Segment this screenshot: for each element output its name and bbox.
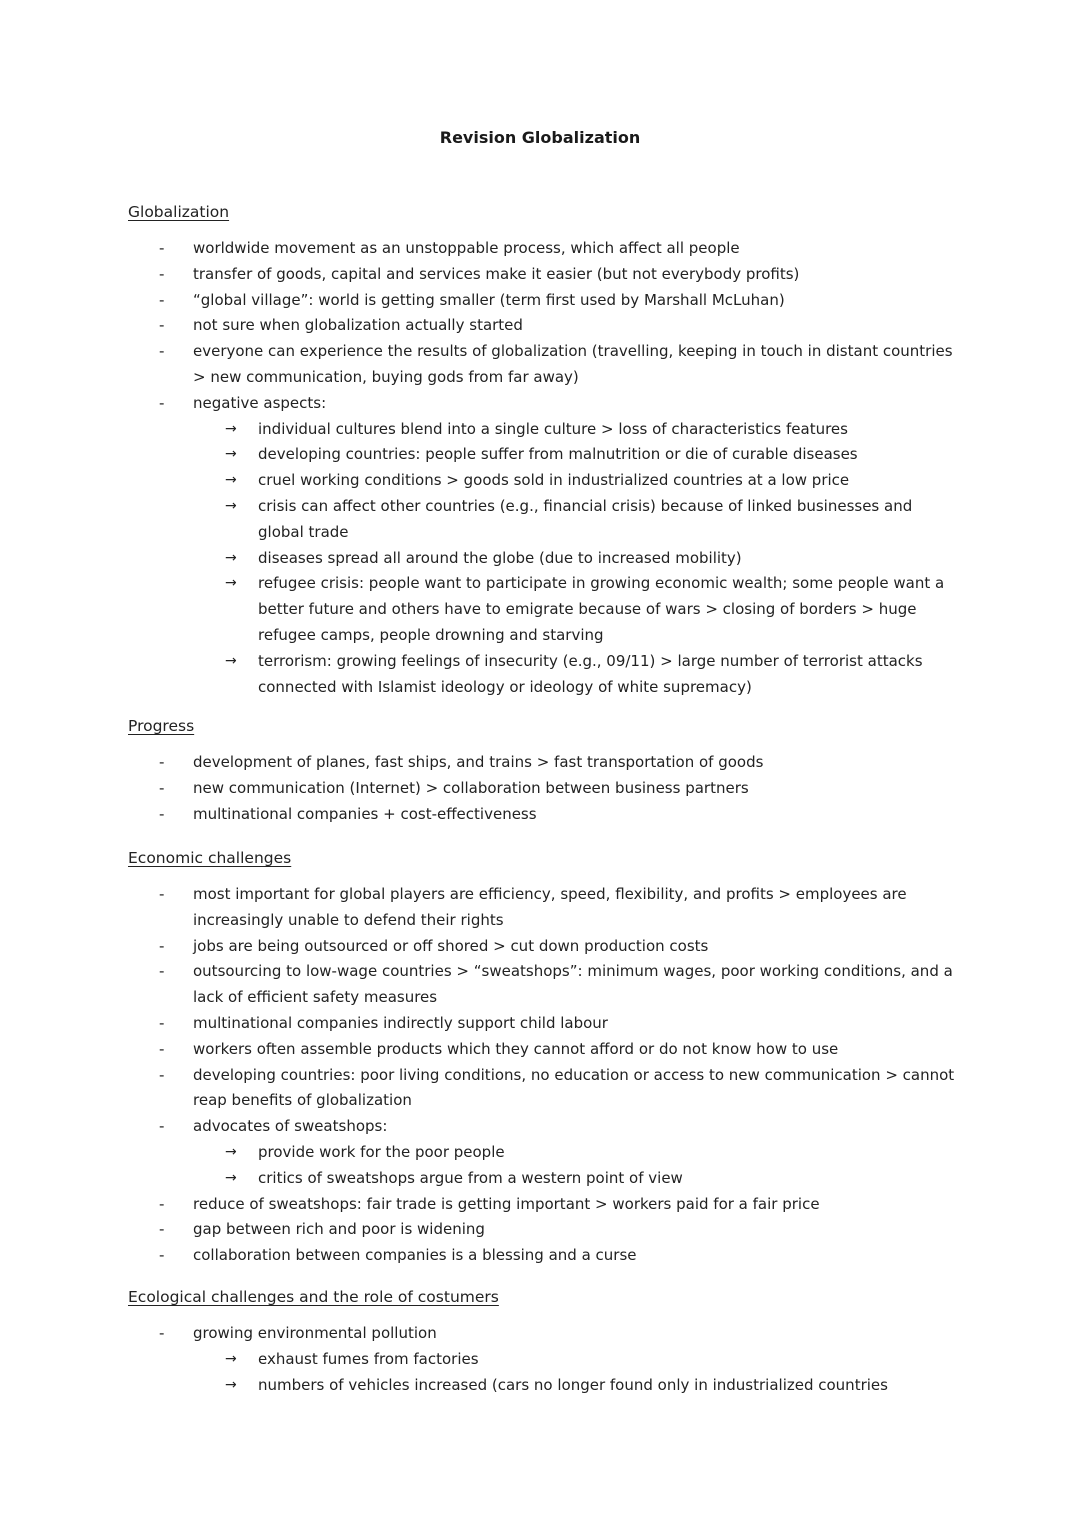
list-item [128,262,958,288]
document-title: Revision Globalization [439,128,641,147]
list-item-text: advocates of sweatshops: [193,1117,388,1136]
dash-bullet-icon: - [159,264,165,283]
list-item [128,313,958,339]
sub-list-item [193,1373,958,1399]
sub-list-item-text: cruel working conditions > goods sold in industrialized countries at a low price [258,471,850,490]
sub-list-item [193,1140,958,1166]
dash-bullet-icon: - [159,1246,165,1265]
section-economic-challenges [128,846,958,1269]
dash-bullet-icon: - [159,1039,165,1058]
sub-list-item [193,571,958,648]
list-item-text: everyone can experience the results of globalization (travelling, keeping in touch in distant countries > new communication, buying gods from far away) [193,342,953,386]
list-item-text: gap between rich and poor is widening [193,1220,485,1239]
dash-bullet-icon: - [159,1013,165,1032]
sub-list-item [193,494,958,546]
list-item [128,339,958,391]
sub-list-item [193,442,958,468]
dash-bullet-icon: - [159,1194,165,1213]
list-item-text: workers often assemble products which they cannot afford or do not know how to use [193,1039,839,1058]
dash-bullet-icon: - [159,778,165,797]
dash-bullet-icon: - [159,1220,165,1239]
list-item-text: reduce of sweatshops: fair trade is getting important > workers paid for a fair price [193,1194,820,1213]
list-item [128,1321,958,1398]
section-progress [128,714,958,827]
list-item [128,1063,958,1115]
list-item [128,802,958,828]
list-item [128,882,958,934]
section-heading: Globalization [128,203,230,221]
list-item-text: developing countries: poor living conditions, no education or access to new communication > cannot reap benefits of globalization [193,1065,955,1110]
list-item [128,236,958,262]
list-item [128,959,958,1011]
sub-list-item-text: terrorism: growing feelings of insecurity (e.g., 09/11) > large number of terrorist attacks connected with Islamist ideology or ideology of white supremacy) [258,651,923,696]
sub-list-item-text: crisis can affect other countries (e.g., financial crisis) because of linked businesses and global trade [258,496,913,541]
list-item [128,1114,958,1191]
sub-list-item-text: exhaust fumes from factories [258,1349,479,1368]
list-item [128,1243,958,1269]
section-heading: Progress [128,717,195,735]
list-item-text: jobs are being outsourced or off shored > cut down production costs [193,936,709,955]
sub-list-item-text: refugee crisis: people want to participate in growing economic wealth; some people want a better future and others have to emigrate because of wars > closing of borders > huge refugee camps, people drowning and starving [258,574,945,644]
dash-bullet-icon: - [159,342,165,361]
sub-list-item-text: individual cultures blend into a single culture > loss of characteristics features [258,419,848,438]
arrow-right-icon: → [225,446,237,463]
arrow-right-icon: → [225,575,237,592]
dash-bullet-icon: - [159,885,165,903]
arrow-right-icon: → [225,549,237,566]
list-item [128,934,958,960]
list-item-text: transfer of goods, capital and services make it easier (but not everybody profits) [193,264,800,283]
list-item-text: outsourcing to low-wage countries > “sweatshops”: minimum wages, poor working conditions, and a lack of efficient safety measures [193,962,953,1007]
sub-list-item-text: critics of sweatshops argue from a western point of view [258,1168,683,1187]
list-item-text: worldwide movement as an unstoppable process, which affect all people [193,239,740,257]
arrow-right-icon: → [225,472,237,489]
arrow-right-icon: → [225,1376,237,1393]
list-item-text: growing environmental pollution [193,1324,437,1342]
arrow-right-icon: → [225,1169,237,1186]
dash-bullet-icon: - [159,239,165,257]
sub-list [193,417,958,701]
sub-list [193,1347,958,1399]
sub-list-item [193,1166,958,1192]
list-item-text: not sure when globalization actually started [193,316,523,335]
sub-list-item-text: numbers of vehicles increased (cars no longer found only in industrialized countries [258,1375,888,1394]
section-heading: Economic challenges [128,849,292,867]
dash-bullet-icon: - [159,936,165,955]
list-item [128,288,958,314]
arrow-right-icon: → [225,1350,237,1367]
list-item-text: development of planes, fast ships, and trains > fast transportation of goods [193,753,764,771]
dash-bullet-icon: - [159,804,165,823]
list-item [128,1011,958,1037]
dash-bullet-icon: - [159,1324,165,1342]
list-item [128,1217,958,1243]
list-item-text: most important for global players are efficiency, speed, flexibility, and profits > employees are increasingly unable to defend their rights [193,885,907,929]
arrow-right-icon: → [225,652,237,669]
list-item-text: multinational companies indirectly support child labour [193,1013,608,1032]
arrow-right-icon: → [225,420,237,437]
dash-bullet-icon: - [159,1065,165,1084]
list-item-text: collaboration between companies is a blessing and a curse [193,1246,637,1265]
sub-list-item [193,649,958,701]
section-ecological-challenges [128,1285,958,1398]
dash-bullet-icon: - [159,316,165,335]
sub-list-item-text: developing countries: people suffer from malnutrition or die of curable diseases [258,445,858,464]
list-item [128,1192,958,1218]
section-globalization [128,200,958,700]
sub-list-item [193,546,958,572]
section-heading: Ecological challenges and the role of costumers [128,1288,499,1306]
sub-list [193,1140,958,1192]
list-item-text: “global village”: world is getting smaller (term first used by Marshall McLuhan) [193,290,785,309]
sub-list-item [193,417,958,443]
sub-list-item-text: provide work for the poor people [258,1142,505,1161]
list-item [128,776,958,802]
sub-list-item [193,1347,958,1373]
dash-bullet-icon: - [159,1117,165,1136]
bullet-list [128,236,958,700]
bullet-list [128,882,958,1269]
list-item [128,391,958,701]
list-item-text: negative aspects: [193,393,327,412]
dash-bullet-icon: - [159,962,165,981]
list-item-text: multinational companies + cost-effectiveness [193,804,537,823]
arrow-right-icon: → [225,1143,237,1160]
list-item [128,1037,958,1063]
sub-list-item-text: diseases spread all around the globe (due to increased mobility) [258,548,742,567]
dash-bullet-icon: - [159,393,165,412]
dash-bullet-icon: - [159,290,165,309]
sub-list-item [193,468,958,494]
dash-bullet-icon: - [159,753,165,771]
bullet-list [128,750,958,827]
list-item [128,750,958,776]
bullet-list [128,1321,958,1398]
arrow-right-icon: → [225,497,237,514]
list-item-text: new communication (Internet) > collaboration between business partners [193,778,749,797]
